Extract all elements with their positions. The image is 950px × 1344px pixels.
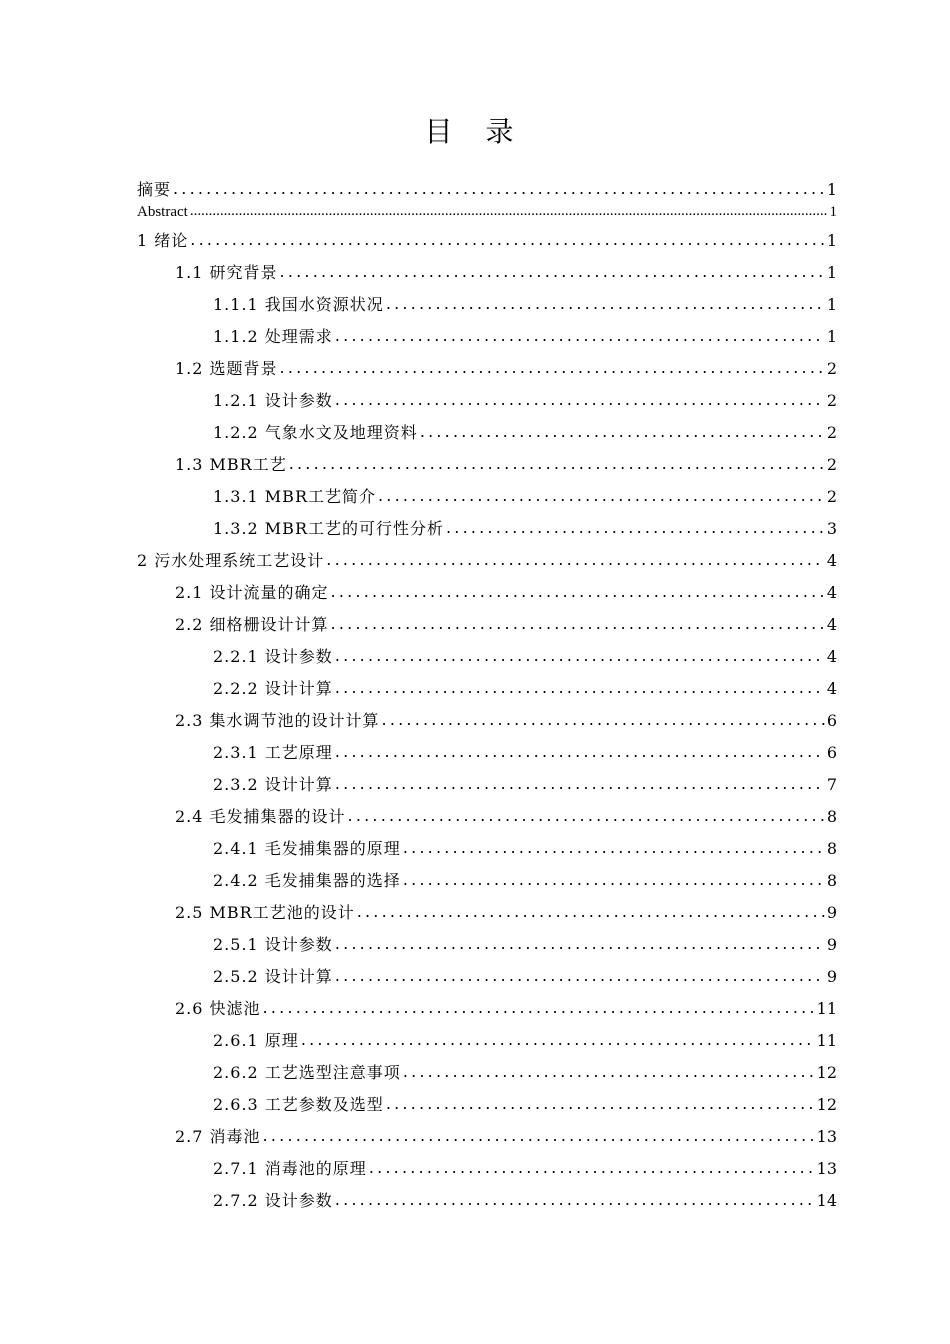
toc-leader-dots (403, 836, 825, 860)
toc-entry-page-number: 4 (826, 551, 837, 570)
toc-entry[interactable] (213, 1093, 837, 1117)
toc-entry[interactable] (213, 1061, 837, 1085)
toc-entry-page-number: 7 (826, 775, 837, 794)
toc-entry[interactable] (213, 1157, 837, 1181)
toc-entry-label: 1.3 MBR工艺 (175, 455, 287, 474)
toc-leader-dots (280, 356, 825, 380)
toc-entry[interactable] (213, 421, 837, 445)
toc-entry-page-number: 9 (826, 967, 837, 986)
toc-entry-label: 1.1.1 我国水资源状况 (213, 295, 384, 314)
toc-entry-label: 2.4 毛发捕集器的设计 (175, 807, 346, 826)
toc-entry[interactable] (213, 773, 837, 797)
toc-entry[interactable] (175, 453, 837, 477)
toc-leader-dots (386, 1092, 815, 1116)
toc-entry[interactable] (137, 229, 837, 253)
toc-entry-page-number: 2 (826, 455, 837, 474)
toc-entry-label: 1.2.2 气象水文及地理资料 (213, 423, 418, 442)
toc-entry[interactable] (137, 549, 837, 573)
toc-entry-page-number: 1 (826, 180, 837, 199)
toc-leader-dots (446, 516, 825, 540)
toc-entry-label: 1.2 选题背景 (175, 359, 278, 378)
toc-entry[interactable] (175, 581, 837, 605)
toc-leader-dots (357, 900, 825, 924)
toc-leader-dots (386, 292, 825, 316)
toc-entry[interactable] (175, 1125, 837, 1149)
toc-entry[interactable] (213, 389, 837, 413)
toc-leader-dots (403, 1060, 815, 1084)
toc-entry-page-number: 6 (826, 743, 837, 762)
toc-entry-label: 2.6.3 工艺参数及选型 (213, 1095, 384, 1114)
toc-entry-label: 2.3.2 设计计算 (213, 775, 333, 794)
toc-entry-page-number: 11 (816, 999, 837, 1018)
toc-entry-label: 2 污水处理系统工艺设计 (137, 551, 325, 570)
toc-entry-page-number: 4 (826, 679, 837, 698)
toc-entry-label: 1 绪论 (137, 231, 189, 250)
toc-entry[interactable] (137, 200, 837, 224)
toc-entry[interactable] (213, 837, 837, 861)
toc-entry-page-number: 4 (826, 615, 837, 634)
toc-entry[interactable] (213, 517, 837, 541)
toc-entry-page-number: 8 (826, 839, 837, 858)
toc-entry-page-number: 13 (816, 1127, 837, 1146)
toc-leader-dots (335, 324, 825, 348)
toc-entry-page-number: 12 (816, 1095, 837, 1114)
toc-leader-dots (190, 199, 828, 223)
toc-leader-dots (331, 580, 825, 604)
toc-leader-dots (335, 740, 825, 764)
toc-entry[interactable] (175, 709, 837, 733)
toc-entry-label: 1.3.2 MBR工艺的可行性分析 (213, 519, 444, 538)
toc-entry-page-number: 6 (826, 711, 837, 730)
toc-entry-label: 2.4.2 毛发捕集器的选择 (213, 871, 401, 890)
toc-entry-label: 1.2.1 设计参数 (213, 391, 333, 410)
toc-leader-dots (335, 932, 825, 956)
toc-entry-label: 2.6.2 工艺选型注意事项 (213, 1063, 401, 1082)
toc-entry[interactable] (213, 869, 837, 893)
toc-entry-label: 2.7.2 设计参数 (213, 1191, 333, 1210)
toc-entry-label: 2.4.1 毛发捕集器的原理 (213, 839, 401, 858)
toc-leader-dots (403, 868, 825, 892)
toc-entry[interactable] (175, 261, 837, 285)
toc-entry-label: 2.2.2 设计计算 (213, 679, 333, 698)
toc-entry-label: 1.1 研究背景 (175, 263, 278, 282)
toc-leader-dots (335, 964, 825, 988)
toc-leader-dots (420, 420, 825, 444)
toc-leader-dots (301, 1028, 815, 1052)
toc-entry-page-number: 13 (816, 1159, 837, 1178)
toc-entry-page-number: 2 (826, 359, 837, 378)
toc-entry-label: 2.2 细格栅设计计算 (175, 615, 329, 634)
toc-entry[interactable] (213, 933, 837, 957)
toc-entry-label: 2.1 设计流量的确定 (175, 583, 329, 602)
toc-entry-page-number: 1 (826, 295, 837, 314)
toc-entry[interactable] (175, 805, 837, 829)
toc-entry-page-number: 9 (826, 935, 837, 954)
toc-entry-label: 2.6.1 原理 (213, 1031, 299, 1050)
toc-entry-page-number: 2 (826, 423, 837, 442)
toc-entry[interactable] (213, 741, 837, 765)
toc-entry-label: 2.5 MBR工艺池的设计 (175, 903, 355, 922)
toc-leader-dots (280, 260, 825, 284)
toc-entry-page-number: 4 (826, 647, 837, 666)
toc-entry[interactable] (213, 1189, 837, 1213)
toc-entry-page-number: 2 (826, 487, 837, 506)
toc-entry[interactable] (175, 997, 837, 1021)
toc-entry-page-number: 8 (826, 807, 837, 826)
toc-entry-label: 2.7.1 消毒池的原理 (213, 1159, 367, 1178)
toc-leader-dots (369, 1156, 815, 1180)
toc-entry-page-number: 3 (826, 519, 837, 538)
toc-leader-dots (173, 177, 825, 201)
toc-entry-page-number: 4 (826, 583, 837, 602)
toc-entry-page-number: 9 (826, 903, 837, 922)
toc-entry-page-number: 1 (826, 327, 837, 346)
toc-entry-page-number: 11 (816, 1031, 837, 1050)
toc-entry-page-number: 8 (826, 871, 837, 890)
toc-entry-page-number: 1 (826, 231, 837, 250)
toc-leader-dots (263, 1124, 815, 1148)
toc-entry-label: 2.3 集水调节池的设计计算 (175, 711, 380, 730)
toc-entry[interactable] (175, 613, 837, 637)
toc-entry[interactable] (175, 357, 837, 381)
toc-leader-dots (331, 612, 825, 636)
toc-entry[interactable] (213, 293, 837, 317)
toc-leader-dots (378, 484, 825, 508)
toc-entry[interactable] (213, 645, 837, 669)
toc-entry[interactable] (175, 901, 837, 925)
toc-leader-dots (335, 772, 825, 796)
toc-leader-dots (335, 676, 825, 700)
toc-entry-page-number: 1 (826, 263, 837, 282)
toc-entry-label: 摘要 (137, 180, 172, 199)
toc-entry[interactable] (213, 485, 837, 509)
toc-leader-dots (289, 452, 825, 476)
toc-entry-page-number: 12 (816, 1063, 837, 1082)
toc-leader-dots (382, 708, 825, 732)
page-title: 目 录 (424, 115, 526, 148)
toc-entry-label: 2.3.1 工艺原理 (213, 743, 333, 762)
toc-leader-dots (335, 644, 825, 668)
toc-leader-dots (326, 548, 825, 572)
toc-entry-page-number: 14 (816, 1191, 837, 1210)
toc-leader-dots (263, 996, 815, 1020)
toc-entry[interactable] (213, 325, 837, 349)
toc-entry[interactable] (213, 677, 837, 701)
toc-leader-dots (335, 388, 825, 412)
toc-entry-page-number: 1 (829, 204, 837, 220)
toc-entry-page-number: 2 (826, 391, 837, 410)
toc-entry-label: 2.6 快滤池 (175, 999, 261, 1018)
toc-entry-label: 2.5.2 设计计算 (213, 967, 333, 986)
toc-entry-label: 2.7 消毒池 (175, 1127, 261, 1146)
toc-entry-label: 1.1.2 处理需求 (213, 327, 333, 346)
toc-entry[interactable] (213, 1029, 837, 1053)
toc-entry[interactable] (213, 965, 837, 989)
toc-entry-label: 1.3.1 MBR工艺简介 (213, 487, 376, 506)
toc-leader-dots (190, 228, 825, 252)
toc-leader-dots (335, 1188, 815, 1212)
toc-entry-label: Abstract (137, 204, 188, 220)
toc-entry-label: 2.2.1 设计参数 (213, 647, 333, 666)
toc-leader-dots (348, 804, 825, 828)
toc-entry-label: 2.5.1 设计参数 (213, 935, 333, 954)
